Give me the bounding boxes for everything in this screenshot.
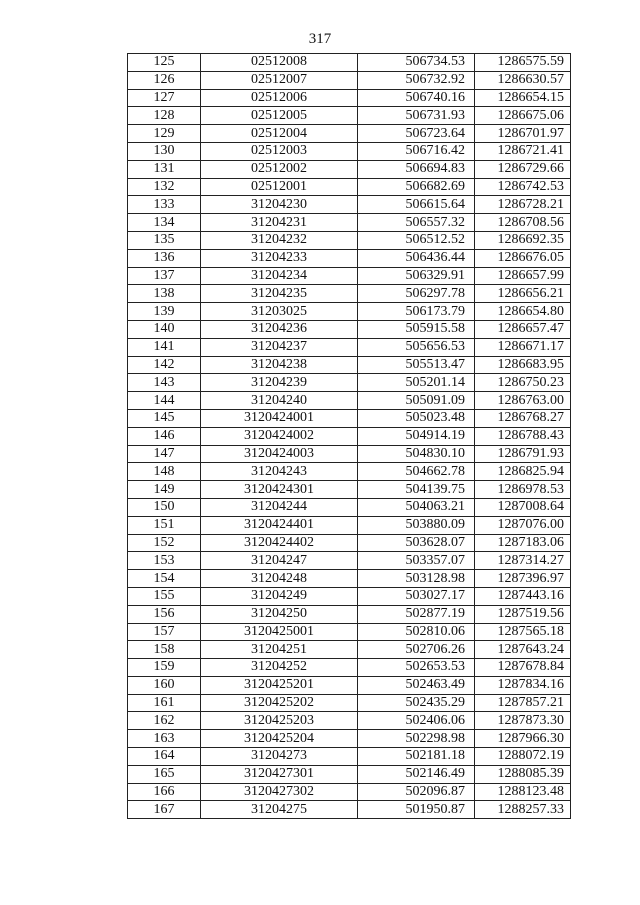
row-number-cell: 134 [128, 214, 201, 232]
point-code-cell: 31204247 [201, 552, 358, 570]
table-row [128, 231, 571, 249]
x-coordinate-cell: 506694.83 [358, 160, 475, 178]
table-row [128, 267, 571, 285]
y-coordinate-cell: 1287008.64 [475, 498, 571, 516]
x-coordinate-cell: 504139.75 [358, 481, 475, 499]
x-coordinate-cell: 506173.79 [358, 303, 475, 321]
y-coordinate-cell: 1287314.27 [475, 552, 571, 570]
table-row [128, 142, 571, 160]
table-row [128, 481, 571, 499]
point-code-cell: 02512007 [201, 71, 358, 89]
row-number-cell: 139 [128, 303, 201, 321]
y-coordinate-cell: 1286657.99 [475, 267, 571, 285]
table-row [128, 605, 571, 623]
point-code-cell: 02512001 [201, 178, 358, 196]
y-coordinate-cell: 1288257.33 [475, 801, 571, 819]
y-coordinate-cell: 1286683.95 [475, 356, 571, 374]
table-row [128, 338, 571, 356]
table-row [128, 783, 571, 801]
y-coordinate-cell: 1286708.56 [475, 214, 571, 232]
x-coordinate-cell: 506731.93 [358, 107, 475, 125]
point-code-cell: 02512002 [201, 160, 358, 178]
point-code-cell: 02512004 [201, 125, 358, 143]
x-coordinate-cell: 506329.91 [358, 267, 475, 285]
row-number-cell: 128 [128, 107, 201, 125]
point-code-cell: 3120424001 [201, 409, 358, 427]
point-code-cell: 31204239 [201, 374, 358, 392]
row-number-cell: 143 [128, 374, 201, 392]
row-number-cell: 135 [128, 231, 201, 249]
y-coordinate-cell: 1287076.00 [475, 516, 571, 534]
row-number-cell: 155 [128, 587, 201, 605]
x-coordinate-cell: 502435.29 [358, 694, 475, 712]
y-coordinate-cell: 1287396.97 [475, 570, 571, 588]
table-row [128, 552, 571, 570]
row-number-cell: 138 [128, 285, 201, 303]
point-code-cell: 3120427301 [201, 765, 358, 783]
x-coordinate-cell: 506723.64 [358, 125, 475, 143]
table-row [128, 214, 571, 232]
y-coordinate-cell: 1286742.53 [475, 178, 571, 196]
point-code-cell: 31204248 [201, 570, 358, 588]
table-row [128, 623, 571, 641]
row-number-cell: 151 [128, 516, 201, 534]
table-body [128, 54, 571, 819]
point-code-cell: 31204230 [201, 196, 358, 214]
y-coordinate-cell: 1286763.00 [475, 392, 571, 410]
y-coordinate-cell: 1286654.15 [475, 89, 571, 107]
table-row [128, 694, 571, 712]
x-coordinate-cell: 501950.87 [358, 801, 475, 819]
y-coordinate-cell: 1288072.19 [475, 748, 571, 766]
table-row [128, 659, 571, 677]
x-coordinate-cell: 505915.58 [358, 320, 475, 338]
row-number-cell: 153 [128, 552, 201, 570]
x-coordinate-cell: 503027.17 [358, 587, 475, 605]
table-row [128, 89, 571, 107]
y-coordinate-cell: 1286692.35 [475, 231, 571, 249]
row-number-cell: 163 [128, 730, 201, 748]
point-code-cell: 02512005 [201, 107, 358, 125]
x-coordinate-cell: 506734.53 [358, 54, 475, 72]
point-code-cell: 3120424002 [201, 427, 358, 445]
page-number: 317 [308, 31, 332, 47]
x-coordinate-cell: 506732.92 [358, 71, 475, 89]
x-coordinate-cell: 504830.10 [358, 445, 475, 463]
y-coordinate-cell: 1287519.56 [475, 605, 571, 623]
x-coordinate-cell: 506682.69 [358, 178, 475, 196]
x-coordinate-cell: 505091.09 [358, 392, 475, 410]
y-coordinate-cell: 1286656.21 [475, 285, 571, 303]
point-code-cell: 3120424301 [201, 481, 358, 499]
y-coordinate-cell: 1287565.18 [475, 623, 571, 641]
table-row [128, 392, 571, 410]
table-row [128, 285, 571, 303]
point-code-cell: 31204249 [201, 587, 358, 605]
point-code-cell: 3120424402 [201, 534, 358, 552]
table-row [128, 249, 571, 267]
x-coordinate-cell: 505513.47 [358, 356, 475, 374]
row-number-cell: 145 [128, 409, 201, 427]
x-coordinate-cell: 502146.49 [358, 765, 475, 783]
row-number-cell: 167 [128, 801, 201, 819]
table-row [128, 730, 571, 748]
y-coordinate-cell: 1287873.30 [475, 712, 571, 730]
x-coordinate-cell: 506615.64 [358, 196, 475, 214]
row-number-cell: 133 [128, 196, 201, 214]
x-coordinate-cell: 505656.53 [358, 338, 475, 356]
y-coordinate-cell: 1287857.21 [475, 694, 571, 712]
table-row [128, 356, 571, 374]
point-code-cell: 3120427302 [201, 783, 358, 801]
y-coordinate-cell: 1288085.39 [475, 765, 571, 783]
y-coordinate-cell: 1286791.93 [475, 445, 571, 463]
point-code-cell: 31203025 [201, 303, 358, 321]
table-row [128, 498, 571, 516]
row-number-cell: 126 [128, 71, 201, 89]
row-number-cell: 165 [128, 765, 201, 783]
table-row [128, 303, 571, 321]
x-coordinate-cell: 506740.16 [358, 89, 475, 107]
point-code-cell: 31204251 [201, 641, 358, 659]
x-coordinate-cell: 502810.06 [358, 623, 475, 641]
y-coordinate-cell: 1287443.16 [475, 587, 571, 605]
y-coordinate-cell: 1286657.47 [475, 320, 571, 338]
row-number-cell: 148 [128, 463, 201, 481]
x-coordinate-cell: 502706.26 [358, 641, 475, 659]
point-code-cell: 3120425001 [201, 623, 358, 641]
x-coordinate-cell: 502096.87 [358, 783, 475, 801]
row-number-cell: 164 [128, 748, 201, 766]
x-coordinate-cell: 504063.21 [358, 498, 475, 516]
point-code-cell: 31204250 [201, 605, 358, 623]
table-row [128, 71, 571, 89]
table-row [128, 445, 571, 463]
table-row [128, 801, 571, 819]
x-coordinate-cell: 502406.06 [358, 712, 475, 730]
y-coordinate-cell: 1287183.06 [475, 534, 571, 552]
point-code-cell: 3120425203 [201, 712, 358, 730]
table-row [128, 125, 571, 143]
row-number-cell: 158 [128, 641, 201, 659]
row-number-cell: 147 [128, 445, 201, 463]
point-code-cell: 3120424003 [201, 445, 358, 463]
row-number-cell: 127 [128, 89, 201, 107]
row-number-cell: 130 [128, 142, 201, 160]
table-row [128, 748, 571, 766]
x-coordinate-cell: 504662.78 [358, 463, 475, 481]
row-number-cell: 156 [128, 605, 201, 623]
table-row [128, 516, 571, 534]
y-coordinate-cell: 1286671.17 [475, 338, 571, 356]
table-row [128, 178, 571, 196]
x-coordinate-cell: 502463.49 [358, 676, 475, 694]
y-coordinate-cell: 1286630.57 [475, 71, 571, 89]
point-code-cell: 31204234 [201, 267, 358, 285]
point-code-cell: 3120425201 [201, 676, 358, 694]
row-number-cell: 125 [128, 54, 201, 72]
x-coordinate-cell: 506436.44 [358, 249, 475, 267]
row-number-cell: 142 [128, 356, 201, 374]
point-code-cell: 3120425204 [201, 730, 358, 748]
row-number-cell: 137 [128, 267, 201, 285]
point-code-cell: 31204235 [201, 285, 358, 303]
row-number-cell: 161 [128, 694, 201, 712]
row-number-cell: 159 [128, 659, 201, 677]
table-row [128, 427, 571, 445]
table-row [128, 676, 571, 694]
x-coordinate-cell: 502653.53 [358, 659, 475, 677]
table-row [128, 409, 571, 427]
point-code-cell: 31204237 [201, 338, 358, 356]
row-number-cell: 146 [128, 427, 201, 445]
x-coordinate-cell: 502181.18 [358, 748, 475, 766]
table-row [128, 534, 571, 552]
point-code-cell: 3120425202 [201, 694, 358, 712]
table-row [128, 196, 571, 214]
row-number-cell: 140 [128, 320, 201, 338]
row-number-cell: 150 [128, 498, 201, 516]
y-coordinate-cell: 1286750.23 [475, 374, 571, 392]
x-coordinate-cell: 505201.14 [358, 374, 475, 392]
y-coordinate-cell: 1287678.84 [475, 659, 571, 677]
row-number-cell: 162 [128, 712, 201, 730]
point-code-cell: 31204244 [201, 498, 358, 516]
row-number-cell: 149 [128, 481, 201, 499]
x-coordinate-cell: 503880.09 [358, 516, 475, 534]
row-number-cell: 136 [128, 249, 201, 267]
y-coordinate-cell: 1286728.21 [475, 196, 571, 214]
y-coordinate-cell: 1286721.41 [475, 142, 571, 160]
point-code-cell: 02512008 [201, 54, 358, 72]
x-coordinate-cell: 503128.98 [358, 570, 475, 588]
x-coordinate-cell: 502298.98 [358, 730, 475, 748]
table-row [128, 54, 571, 72]
point-code-cell: 31204252 [201, 659, 358, 677]
x-coordinate-cell: 503357.07 [358, 552, 475, 570]
point-code-cell: 3120424401 [201, 516, 358, 534]
row-number-cell: 157 [128, 623, 201, 641]
y-coordinate-cell: 1286978.53 [475, 481, 571, 499]
table-row [128, 160, 571, 178]
row-number-cell: 141 [128, 338, 201, 356]
point-code-cell: 31204233 [201, 249, 358, 267]
point-code-cell: 31204275 [201, 801, 358, 819]
row-number-cell: 166 [128, 783, 201, 801]
point-code-cell: 31204232 [201, 231, 358, 249]
point-code-cell: 02512006 [201, 89, 358, 107]
point-code-cell: 02512003 [201, 142, 358, 160]
table-row [128, 712, 571, 730]
table-row [128, 765, 571, 783]
row-number-cell: 160 [128, 676, 201, 694]
row-number-cell: 131 [128, 160, 201, 178]
x-coordinate-cell: 503628.07 [358, 534, 475, 552]
table-row [128, 570, 571, 588]
y-coordinate-cell: 1286729.66 [475, 160, 571, 178]
table-row [128, 320, 571, 338]
x-coordinate-cell: 506512.52 [358, 231, 475, 249]
x-coordinate-cell: 506297.78 [358, 285, 475, 303]
row-number-cell: 154 [128, 570, 201, 588]
y-coordinate-cell: 1287834.16 [475, 676, 571, 694]
y-coordinate-cell: 1287643.24 [475, 641, 571, 659]
y-coordinate-cell: 1286701.97 [475, 125, 571, 143]
y-coordinate-cell: 1288123.48 [475, 783, 571, 801]
x-coordinate-cell: 506716.42 [358, 142, 475, 160]
row-number-cell: 129 [128, 125, 201, 143]
coordinates-table [127, 53, 571, 819]
table-row [128, 587, 571, 605]
row-number-cell: 144 [128, 392, 201, 410]
point-code-cell: 31204231 [201, 214, 358, 232]
y-coordinate-cell: 1286575.59 [475, 54, 571, 72]
x-coordinate-cell: 504914.19 [358, 427, 475, 445]
point-code-cell: 31204238 [201, 356, 358, 374]
y-coordinate-cell: 1286676.05 [475, 249, 571, 267]
point-code-cell: 31204236 [201, 320, 358, 338]
y-coordinate-cell: 1286654.80 [475, 303, 571, 321]
y-coordinate-cell: 1286825.94 [475, 463, 571, 481]
table-row [128, 374, 571, 392]
x-coordinate-cell: 505023.48 [358, 409, 475, 427]
point-code-cell: 31204273 [201, 748, 358, 766]
x-coordinate-cell: 502877.19 [358, 605, 475, 623]
point-code-cell: 31204240 [201, 392, 358, 410]
table-row [128, 107, 571, 125]
y-coordinate-cell: 1286788.43 [475, 427, 571, 445]
row-number-cell: 132 [128, 178, 201, 196]
y-coordinate-cell: 1286768.27 [475, 409, 571, 427]
y-coordinate-cell: 1287966.30 [475, 730, 571, 748]
point-code-cell: 31204243 [201, 463, 358, 481]
table-row [128, 641, 571, 659]
x-coordinate-cell: 506557.32 [358, 214, 475, 232]
row-number-cell: 152 [128, 534, 201, 552]
table-row [128, 463, 571, 481]
y-coordinate-cell: 1286675.06 [475, 107, 571, 125]
